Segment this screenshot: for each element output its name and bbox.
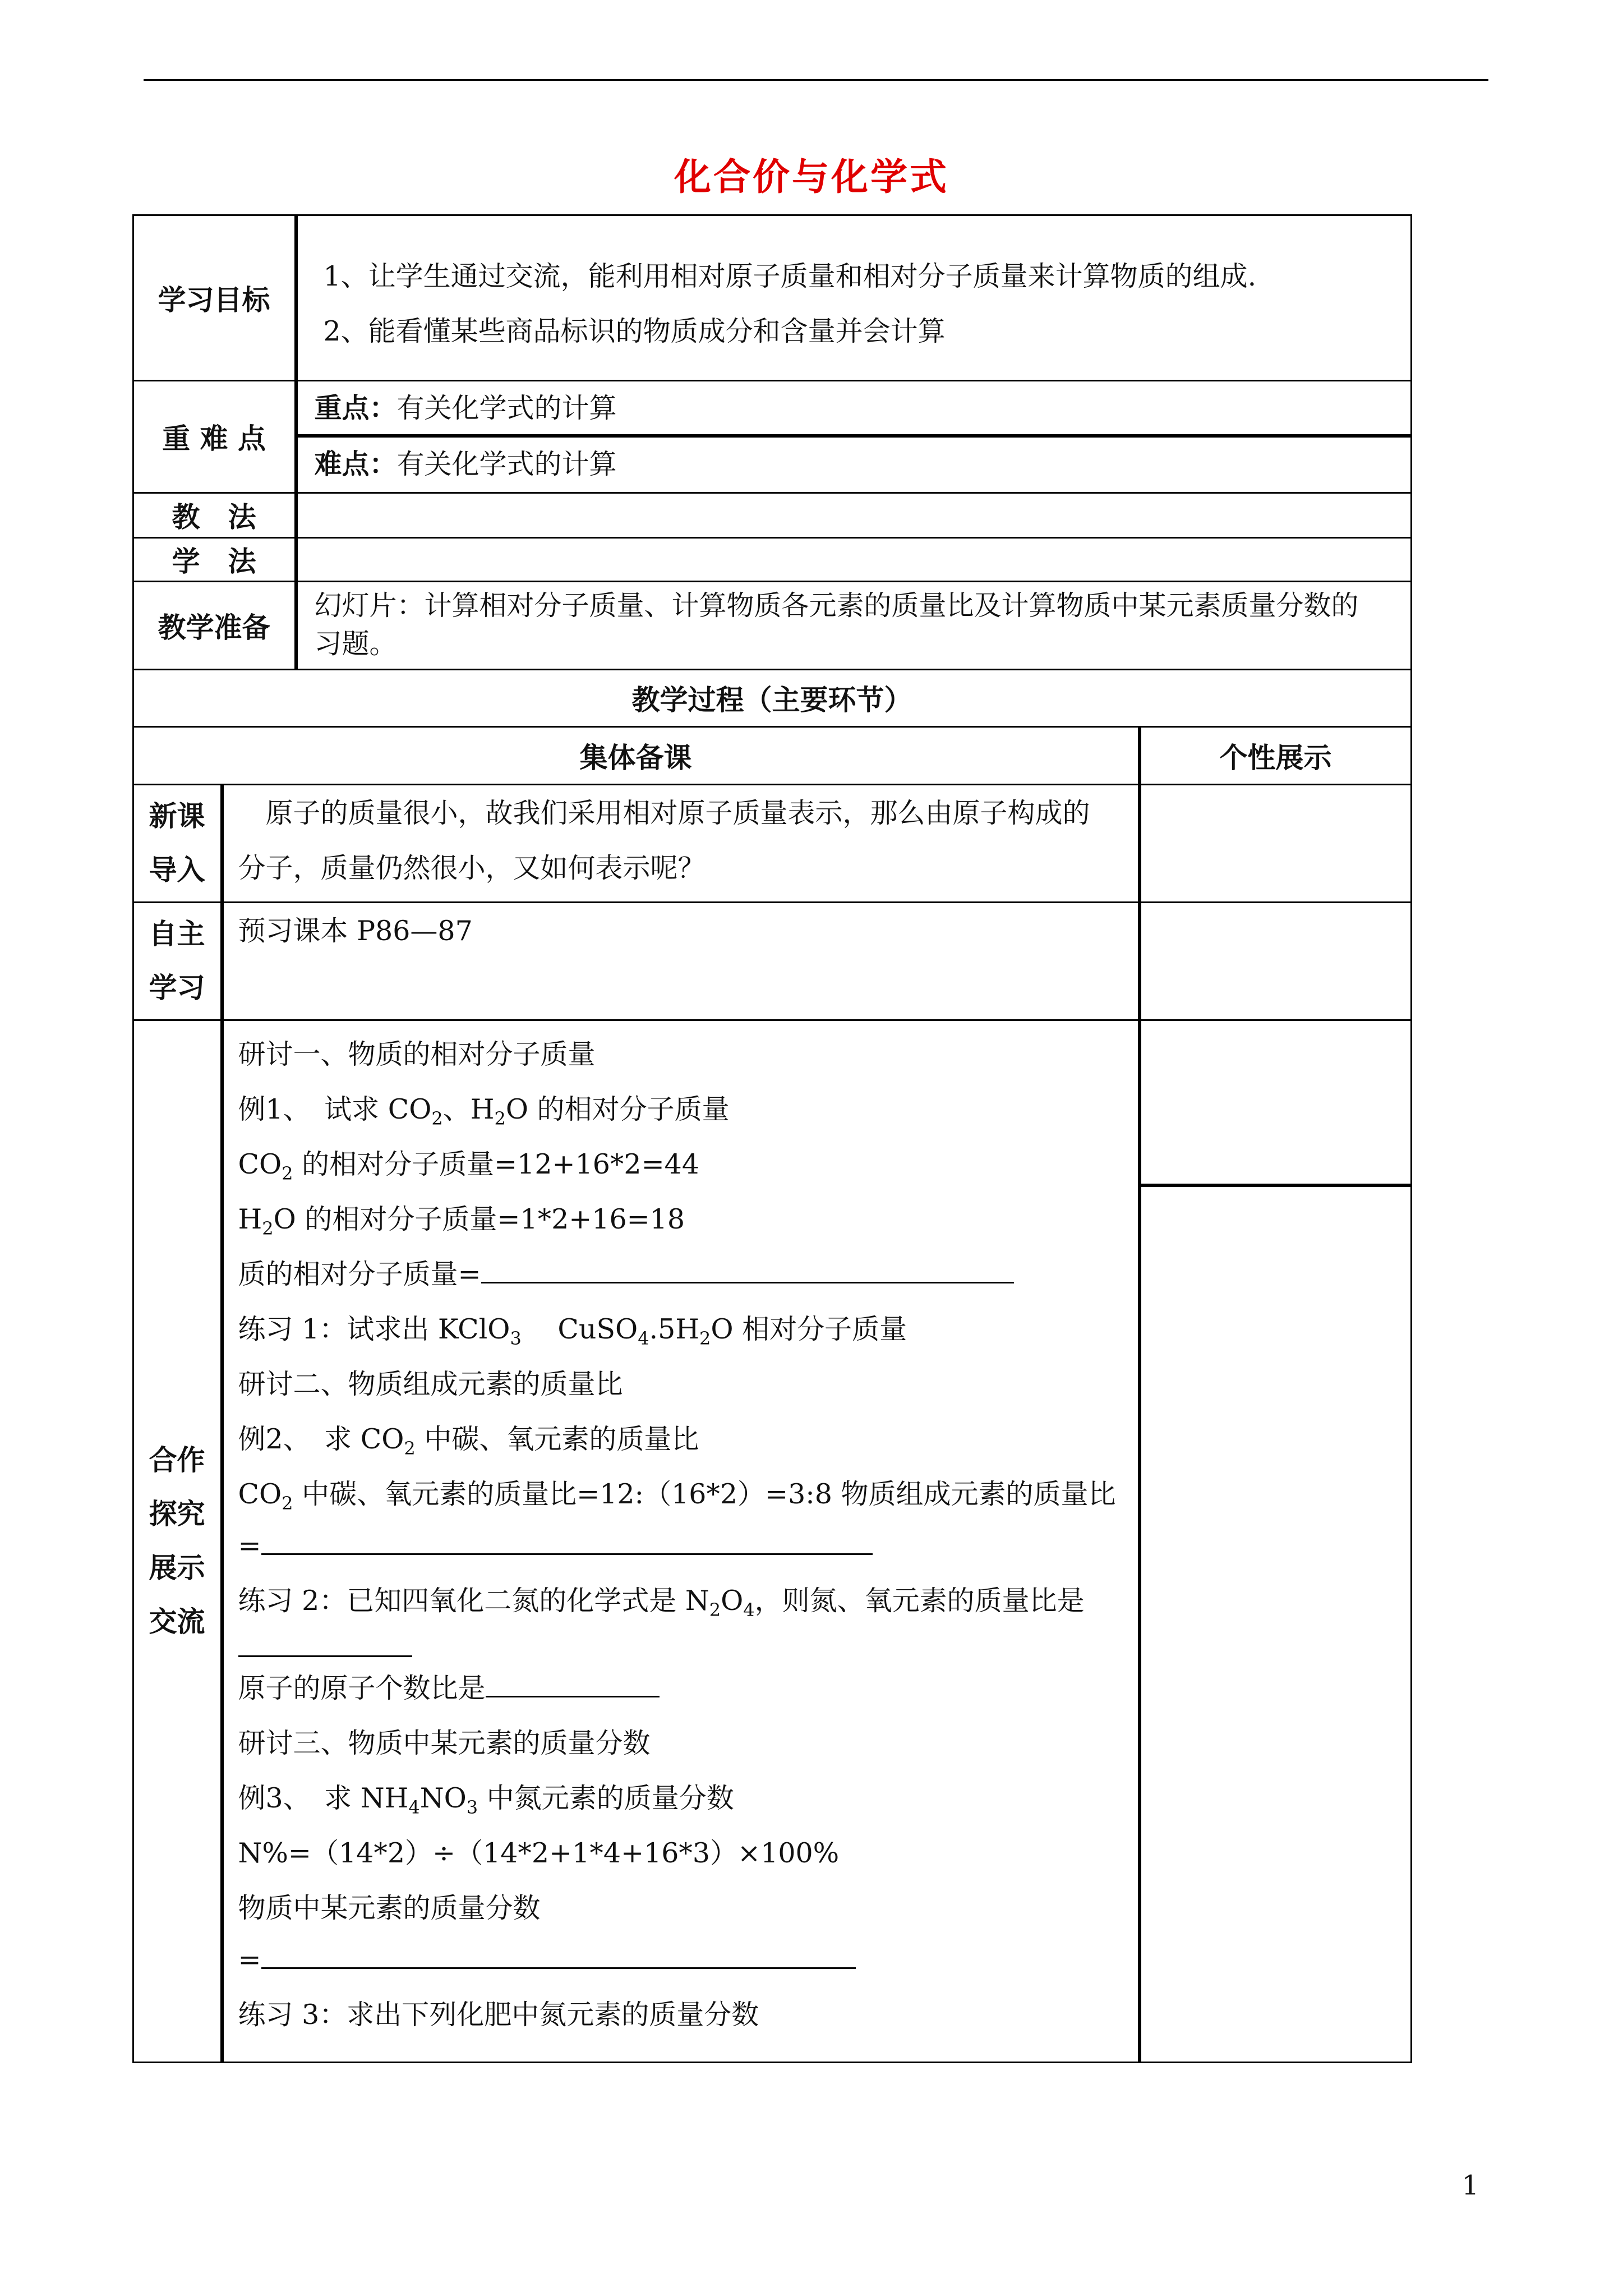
answer-blank[interactable] — [486, 1692, 660, 1697]
cooperation-personal-cell-bottom — [1140, 1185, 1412, 2063]
practice-2: 练习 2：已知四氧化二氮的化学式是 $N_2O_4$，则氮、氧元素的质量比是 — [238, 1584, 1085, 1621]
preparation-content — [296, 581, 1412, 670]
cooperation-content — [222, 1019, 1140, 2063]
self-study-row — [133, 902, 1413, 1020]
objectives-label: 学习目标 — [132, 214, 296, 381]
learning-method-value — [296, 537, 1412, 582]
intro-personal-cell — [1140, 784, 1412, 903]
self-study-content — [222, 901, 1140, 1021]
process-header-row — [133, 669, 1413, 726]
section-title: 研讨三、物质中某元素的质量分数 — [238, 1727, 651, 1759]
answer-blank[interactable] — [261, 1964, 856, 1969]
practice-1: 练习 1：试求出 KClO$_3$ $CuSO_4.5H_2O$ 相对分子质量 — [238, 1313, 907, 1349]
preparation-line: 幻灯片：计算相对分子质量、计算物质各元素的质量比及计算物质中某元素质量分数的 — [314, 589, 1359, 622]
mass-fraction-label: 物质中某元素的质量分数 — [238, 1892, 541, 1924]
answer-blank[interactable] — [481, 1278, 1014, 1283]
page-number: 1 — [1461, 2170, 1479, 2201]
difficult-point-cell — [296, 436, 1412, 494]
key-point-text: 有关化学式的计算 — [396, 392, 617, 424]
mr-formula-blank: 质的相对分子质量= — [238, 1253, 1014, 1296]
practice-3: 练习 3：求出下列化肥中氮元素的质量分数 — [238, 1998, 759, 2031]
objective-item: 1、让学生通过交流，能利用相对原子质量和相对分子质量来计算物质的组成. — [323, 260, 1257, 292]
teaching-method-label: 教 法 — [132, 492, 296, 539]
cooperation-personal-cell-top — [1140, 1019, 1412, 1185]
teaching-method-row — [133, 493, 1413, 537]
key-point-label: 重点： — [314, 392, 397, 424]
column-header-row — [133, 726, 1413, 784]
personal-display-header: 个性展示 — [1140, 726, 1412, 785]
learning-method-row — [133, 537, 1413, 581]
intro-label: 新课 导入 — [132, 784, 222, 903]
section-title: 研讨一、物质的相对分子质量 — [238, 1038, 596, 1070]
self-study-text: 预习课本 P86—87 — [238, 914, 473, 947]
self-study-personal-cell — [1140, 901, 1412, 1021]
example-2: 例2、 求 $CO_2$ 中碳、氧元素的质量比 — [238, 1423, 699, 1459]
intro-line: 原子的质量很小，故我们采用相对原子质量表示，那么由原子构成的 — [238, 797, 1090, 829]
h2o-mr-line: $H_2O$ 的相对分子质量=1*2+16=18 — [238, 1203, 685, 1239]
difficult-point-text: 有关化学式的计算 — [396, 448, 617, 480]
cooperation-label: 合作 探究 展示 交流 — [132, 1019, 222, 2063]
group-lesson-header: 集体备课 — [132, 726, 1140, 785]
objectives-row — [133, 215, 1413, 380]
keypoints-label: 重 难 点 — [132, 380, 296, 494]
objectives-content — [296, 214, 1412, 381]
answer-blank[interactable] — [261, 1550, 873, 1555]
preparation-line: 习题。 — [314, 627, 397, 660]
keypoints-row — [133, 380, 1413, 493]
intro-content — [222, 784, 1140, 903]
key-point-cell — [296, 380, 1412, 436]
objective-item: 2、能看懂某些商品标识的物质成分和含量并会计算 — [323, 315, 946, 347]
section-title: 研讨二、物质组成元素的质量比 — [238, 1368, 623, 1400]
example-3: 例3、 求 $NH_4NO_3$ 中氮元素的质量分数 — [238, 1782, 734, 1818]
example-1: 例1、 试求 $CO_2$、$H_2O$ 的相对分子质量 — [238, 1093, 730, 1129]
cooperation-row — [133, 1020, 1413, 2062]
intro-row — [133, 784, 1413, 902]
teaching-method-value — [296, 492, 1412, 539]
nitrogen-percent-formula: N%=（14*2）÷（14*2+1*4+16*3）×100% — [238, 1837, 840, 1869]
preparation-label: 教学准备 — [132, 581, 296, 670]
header-rule — [144, 79, 1488, 81]
practice-2-blank — [238, 1627, 412, 1669]
preparation-row — [133, 581, 1413, 669]
mass-ratio-blank: = — [238, 1525, 873, 1567]
atom-ratio-line: 原子的原子个数比是 — [238, 1667, 660, 1710]
learning-method-label: 学 法 — [132, 537, 296, 582]
intro-line: 分子，质量仍然很小，又如何表示呢？ — [238, 852, 706, 884]
difficult-point-label: 难点： — [314, 448, 397, 480]
mass-ratio-line: $CO_2$ 中碳、氧元素的质量比=12:（16*2）=3:8 物质组成元素的质量比 — [238, 1478, 1116, 1514]
mass-fraction-blank: = — [238, 1939, 856, 1981]
answer-blank[interactable] — [238, 1652, 412, 1657]
lesson-plan-table — [133, 215, 1413, 2062]
page-title: 化合价与化学式 — [674, 155, 949, 199]
process-header: 教学过程（主要环节） — [132, 669, 1412, 728]
co2-mr-line: $CO_2$ 的相对分子质量=12+16*2=44 — [238, 1148, 700, 1184]
self-study-label: 自主 学习 — [132, 901, 222, 1021]
